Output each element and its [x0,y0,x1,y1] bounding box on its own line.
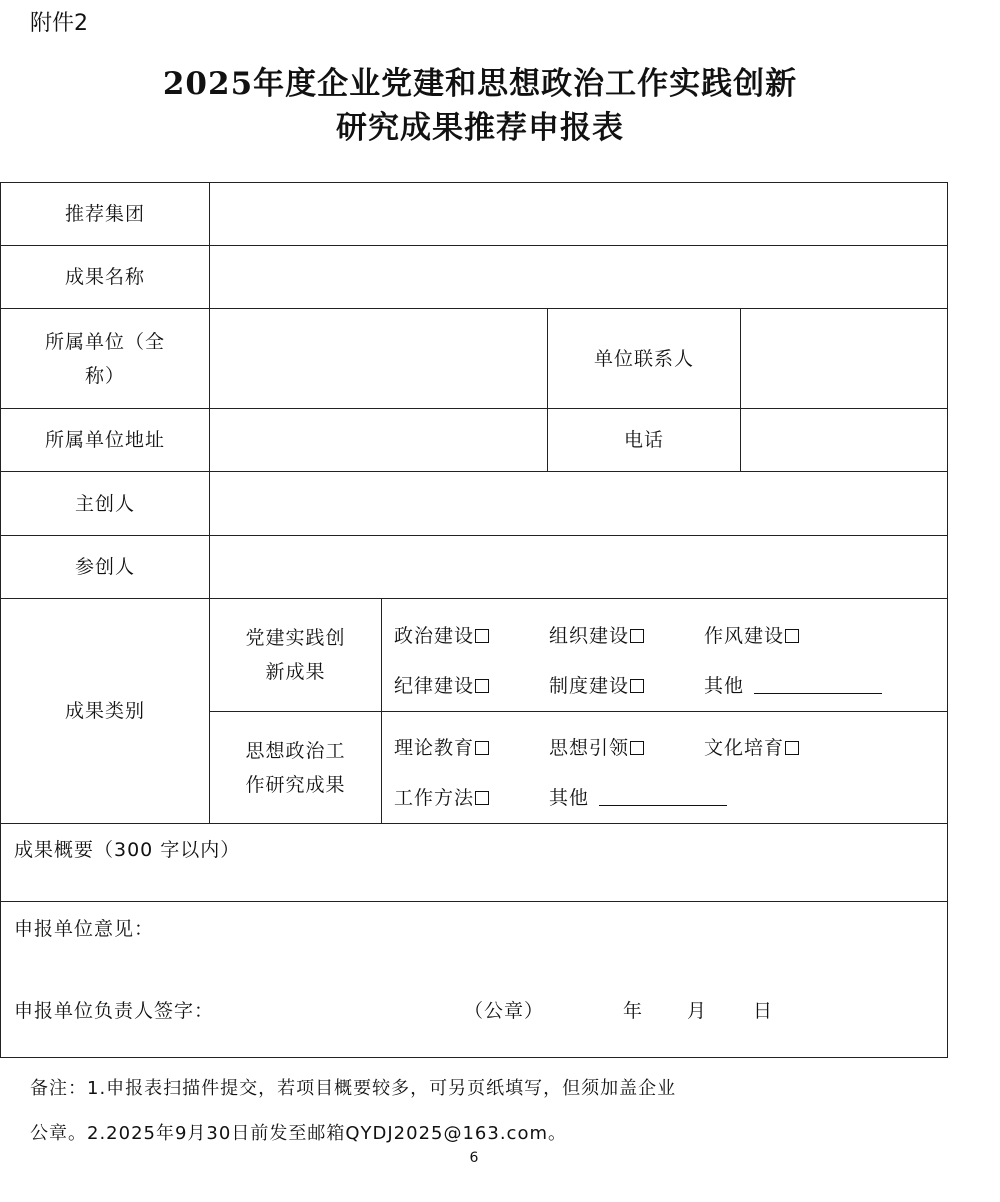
checkbox-square-icon [785,629,799,643]
option-label: 组织建设 [549,625,630,647]
label-party-practice-line1: 党建实践创 [245,627,346,649]
label-recommend-group: 推荐集团 [64,203,145,225]
checkbox-system-construction[interactable] [549,671,644,698]
option-label: 其他 [704,675,745,697]
option-label: 作风建设 [704,625,785,647]
label-ideology-research [210,712,381,823]
form-title-line1: 2025年度企业党建和思想政治工作实践创新 [162,66,798,102]
checkbox-square-icon [475,629,489,643]
option-label: 理论教育 [394,737,475,759]
label-party-practice-line2: 新成果 [265,661,326,683]
checkbox-theory-education[interactable] [394,733,489,760]
party-other-field[interactable] [704,671,882,698]
fill-in-blank[interactable] [754,675,882,694]
label-unit-contact: 单位联系人 [593,347,694,370]
fill-in-blank[interactable] [599,787,727,806]
form-title-line2: 研究成果推荐申报表 [336,110,624,146]
option-label: 制度建设 [549,675,630,697]
column-divider [740,308,741,471]
day-label: 日 [753,1000,774,1022]
ideology-other-field[interactable] [549,783,727,810]
note-line1: 备注：1.申报表扫描件提交，若项目概要较多，可另页纸填写，但须加盖企业 [30,1078,677,1099]
phone-field[interactable] [742,411,945,469]
checkbox-square-icon [630,629,644,643]
summary-field[interactable] [3,863,945,899]
unit-full-name-field[interactable] [211,310,545,406]
label-result-name: 成果名称 [64,266,145,288]
checkbox-square-icon [630,679,644,693]
checkbox-square-icon [630,741,644,755]
seal-label: （公章） [464,1000,545,1022]
row-divider [1,823,947,824]
label-result-category: 成果类别 [64,700,145,722]
result-name-field[interactable] [211,248,945,306]
month-label: 月 [687,1000,708,1022]
checkbox-square-icon [475,791,489,805]
checkbox-style-construction[interactable] [704,621,799,648]
option-label: 政治建设 [394,625,475,647]
label-phone: 电话 [623,429,664,451]
option-label: 思想引领 [549,737,630,759]
option-label: 工作方法 [394,787,475,809]
recommend-group-field[interactable] [211,185,945,243]
unit-contact-field[interactable] [742,310,945,406]
unit-address-field[interactable] [211,411,545,469]
checkbox-square-icon [785,741,799,755]
label-lead-creator: 主创人 [74,492,135,515]
checkbox-square-icon [475,741,489,755]
checkbox-political-construction[interactable] [394,621,489,648]
column-divider [381,598,382,823]
checkbox-discipline-construction[interactable] [394,671,489,698]
year-label: 年 [623,1000,644,1022]
option-label: 文化培育 [704,737,785,759]
row-divider [1,901,947,902]
co-creator-field[interactable] [211,538,945,596]
lead-creator-field[interactable] [211,474,945,533]
checkbox-culture-cultivation[interactable] [704,733,799,760]
label-ideology-research-line1: 思想政治工 [245,739,346,762]
page-number: 6 [469,1150,479,1166]
checkbox-square-icon [475,679,489,693]
option-label: 纪律建设 [394,675,475,697]
note-line2: 公章。2.2025年9月30日前发至邮箱QYDJ2025@163.com。 [30,1123,567,1144]
application-form-table [0,182,948,1058]
label-unit-full-name [1,309,209,408]
label-leader-signature: 申报单位负责人签字： [14,1000,215,1022]
label-ideology-research-line2: 作研究成果 [245,773,346,796]
label-co-creator: 参创人 [74,556,135,578]
option-label: 其他 [549,787,590,809]
label-unit-full-name-line2: 称） [84,364,125,387]
attachment-label: 附件2 [30,11,88,36]
label-unit-address: 所属单位地址 [44,429,165,451]
checkbox-ideological-guidance[interactable] [549,733,644,760]
label-summary: 成果概要（300 字以内） [14,839,241,861]
label-unit-opinion: 申报单位意见： [14,918,155,940]
label-unit-full-name-line1: 所属单位（全 [44,330,165,353]
checkbox-work-method[interactable] [394,783,489,810]
label-party-practice [210,599,381,711]
checkbox-organization-construction[interactable] [549,621,644,648]
